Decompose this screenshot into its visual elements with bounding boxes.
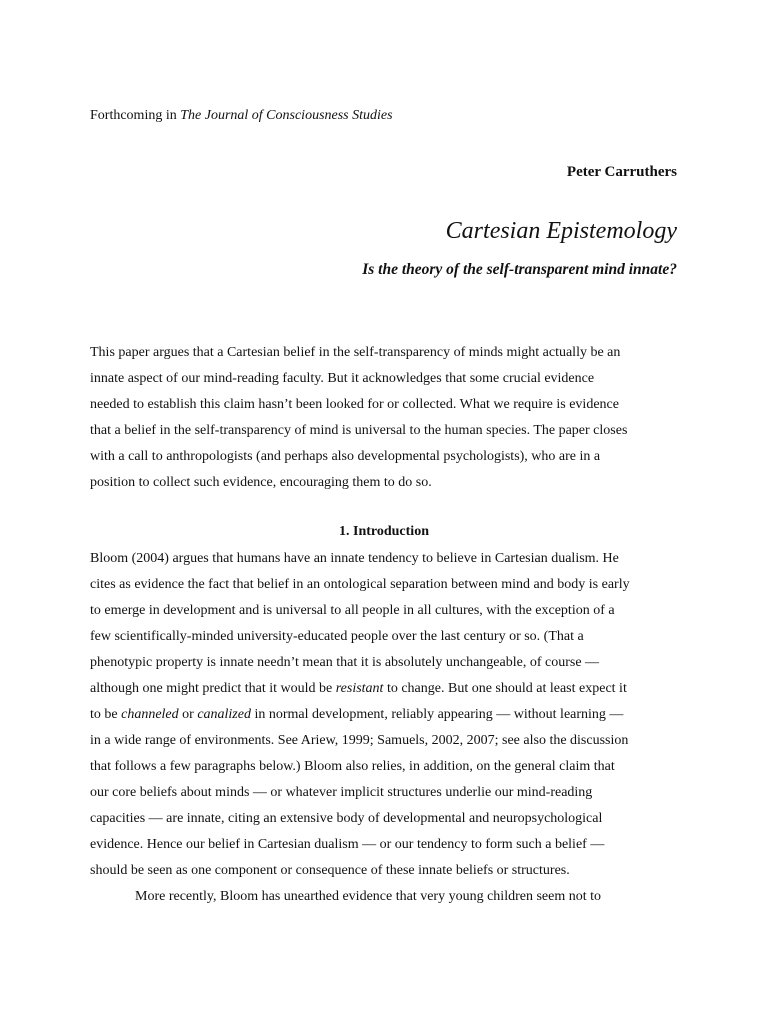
body-line bbox=[90, 702, 690, 728]
abstract-line: innate aspect of our mind-reading faculty. But it acknowledges that some crucial evidence bbox=[90, 371, 595, 386]
paper-title: Cartesian Epistemology bbox=[445, 218, 677, 244]
section-body bbox=[90, 546, 690, 910]
abstract-line: needed to establish this claim hasn’t been looked for or collected. What we require is evidence bbox=[90, 397, 619, 412]
section-heading: 1. Introduction bbox=[339, 524, 429, 539]
body-line: that follows a few paragraphs below.) Bloom also relies, in addition, on the general claim that bbox=[90, 759, 615, 774]
emphasis-canalized: canalized bbox=[197, 707, 251, 722]
body-line: to emerge in development and is universal to all people in all cultures, with the exception of a bbox=[90, 603, 615, 618]
body-text-run: to change. But one should at least expect it bbox=[383, 681, 627, 696]
abstract-line: that a belief in the self-transparency of mind is universal to the human species. The paper closes bbox=[90, 423, 628, 438]
body-line: our core beliefs about minds — or whatever implicit structures underlie our mind-reading bbox=[90, 785, 593, 800]
author-name: Peter Carruthers bbox=[566, 164, 677, 180]
paper-subtitle: Is the theory of the self-transparent mind innate? bbox=[362, 261, 677, 278]
emphasis-resistant: resistant bbox=[335, 681, 384, 696]
body-line-indented: More recently, Bloom has unearthed evidence that very young children seem not to bbox=[135, 889, 601, 904]
body-text-run: to be bbox=[90, 707, 122, 722]
emphasis-channeled: channeled bbox=[121, 707, 179, 722]
body-line: should be seen as one component or consequence of these innate beliefs or structures. bbox=[90, 863, 570, 878]
body-text-run: in normal development, reliably appearing — without learning — bbox=[250, 707, 624, 722]
abstract-line: position to collect such evidence, encouraging them to do so. bbox=[90, 475, 432, 490]
abstract-line: with a call to anthropologists (and perhaps also developmental psychologists), who are in a bbox=[90, 449, 601, 464]
body-line: evidence. Hence our belief in Cartesian dualism — or our tendency to form such a belief — bbox=[90, 837, 605, 852]
abstract-line: This paper argues that a Cartesian belief in the self-transparency of minds might actually be an bbox=[90, 345, 621, 360]
body-text-run: or bbox=[178, 707, 198, 722]
body-line: Bloom (2004) argues that humans have an innate tendency to believe in Cartesian dualism. He bbox=[90, 551, 619, 566]
body-line: phenotypic property is innate needn’t mean that it is absolutely unchangeable, of course — bbox=[90, 655, 600, 670]
abstract bbox=[90, 340, 690, 496]
venue-prefix: Forthcoming in bbox=[90, 108, 181, 123]
venue-line bbox=[90, 107, 393, 125]
journal-name: The Journal of Consciousness Studies bbox=[180, 108, 393, 123]
body-line: capacities — are innate, citing an extensive body of developmental and neuropsychological bbox=[90, 811, 603, 826]
body-line: cites as evidence the fact that belief in an ontological separation between mind and body is early bbox=[90, 577, 630, 592]
body-text-run: although one might predict that it would be bbox=[90, 681, 336, 696]
body-line: in a wide range of environments. See Ariew, 1999; Samuels, 2002, 2007; see also the discussion bbox=[90, 733, 629, 748]
body-line: few scientifically-minded university-educated people over the last century or so. (That a bbox=[90, 629, 584, 644]
body-line bbox=[90, 676, 690, 702]
